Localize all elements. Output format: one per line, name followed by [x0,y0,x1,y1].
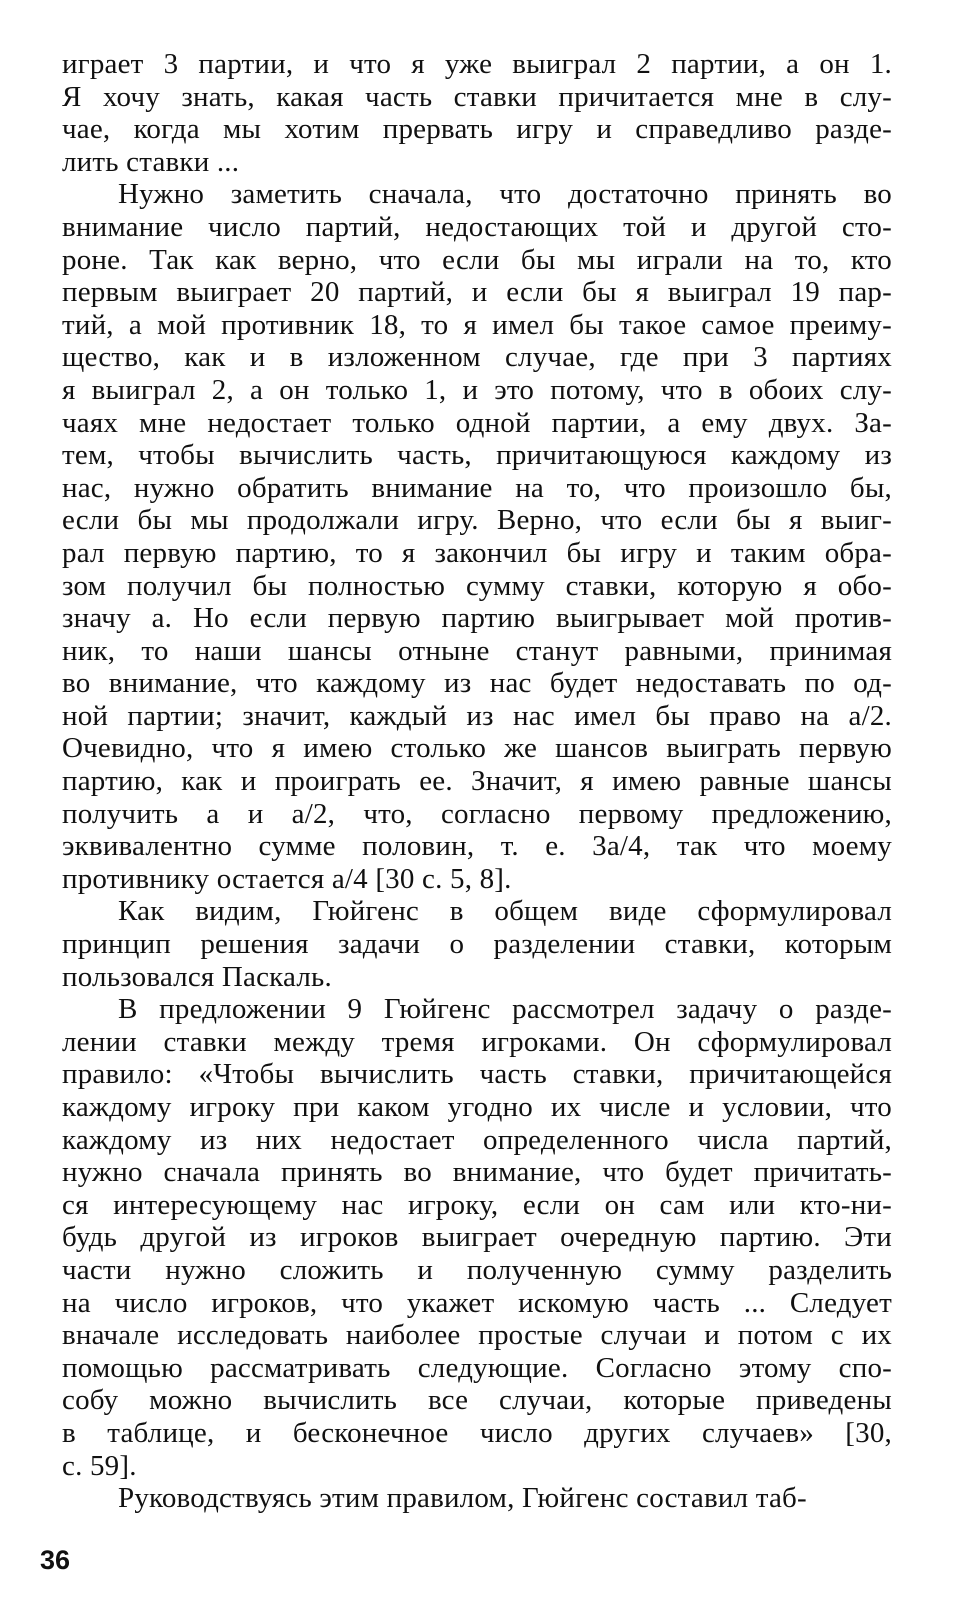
text-line: ной партии; значит, каждый из нас имел бы право на a/2. [62,699,892,732]
text-line: каждому из них недостает определенного числа партий, [62,1123,892,1156]
text-line: если бы мы продолжали игру. Верно, что если бы я выиг- [62,504,892,537]
paragraph [62,178,892,895]
text-line: в таблице, и бесконечное число других случаев» [30, [62,1416,892,1449]
text-line: каждому игроку при каком угодно их числе и условии, что [62,1091,892,1123]
text-line: чаях мне недостает только одной партии, а ему двух. За- [62,406,892,439]
text-line: нужно сначала принять во внимание, что будет причитать- [62,1156,892,1189]
text-line: я выиграл 2, а он только 1, и это потому, что в обоих слу- [62,373,892,406]
text-line: Нужно заметить сначала, что достаточно принять во [118,178,892,211]
text-line: тем, чтобы вычислить часть, причитающуюся каждому из [62,439,892,472]
text-line: чае, когда мы хотим прервать игру и справедливо разде- [62,113,892,146]
text-line: с. 59]. [62,1449,137,1482]
text-line: Как видим, Гюйгенс в общем виде сформулировал [118,895,892,928]
text-line: ся интересующему нас игроку, если он сам или кто-ни- [62,1188,892,1221]
paragraph [62,1482,892,1515]
text-line: Очевидно, что я имею столько же шансов выиграть первую [62,732,892,765]
body-text [62,48,892,1515]
text-line: противнику остается a/4 [30 с. 5, 8]. [62,862,512,895]
text-line: собу можно вычислить все случаи, которые приведены [62,1384,892,1417]
text-line: играет 3 партии, и что я уже выиграл 2 партии, а он 1. [62,48,892,80]
text-line: Я хочу знать, какая часть ставки причитается мне в слу- [62,80,892,113]
text-line: части нужно сложить и полученную сумму разделить [62,1253,892,1286]
text-line: щество, как и в изложенном случае, где при 3 партиях [62,341,892,374]
text-line: эквивалентно сумме половин, т. е. 3a/4, так что моему [62,830,892,863]
text-line: зом получил бы полностью сумму ставки, которую я обо- [62,569,892,602]
text-line: ник, то наши шансы отныне станут равными, принимая [62,634,892,667]
text-line: на число игроков, что укажет искомую часть ... Следует [62,1286,892,1319]
text-line: вначале исследовать наиболее простые случаи и потом с их [62,1319,892,1352]
paragraph [62,993,892,1482]
text-line: лении ставки между тремя игроками. Он сформулировал [62,1025,892,1058]
text-line: получить a и a/2, что, согласно первому предложению, [62,797,892,830]
text-line: правило: «Чтобы вычислить часть ставки, причитающейся [62,1058,892,1091]
paragraph [62,895,892,993]
text-line: внимание число партий, недостающих той и другой сто- [62,210,892,243]
text-line: во внимание, что каждому из нас будет недоставать по од- [62,667,892,700]
text-line: принцип решения задачи о разделении ставки, которым [62,928,892,961]
paragraph [62,48,892,178]
text-line: помощью рассматривать следующие. Согласно этому спо- [62,1351,892,1384]
page-number: 36 [40,1545,71,1575]
text-line: рал первую партию, то я закончил бы игру и таким обра- [62,536,892,569]
text-line: партию, как и проиграть ее. Значит, я имею равные шансы [62,765,892,798]
text-line: В предложении 9 Гюйгенс рассмотрел задачу о разде- [118,993,892,1026]
text-line: значу a. Но если первую партию выигрывает мой против- [62,602,892,635]
text-line: тий, а мой противник 18, то я имел бы такое самое преиму- [62,308,892,341]
text-line: роне. Так как верно, что если бы мы играли на то, кто [62,243,892,276]
text-line: лить ставки ... [62,145,240,178]
text-line: нас, нужно обратить внимание на то, что произошло бы, [62,471,892,504]
text-line: будь другой из игроков выиграет очередную партию. Эти [62,1221,892,1254]
text-line: пользовался Паскаль. [62,960,332,993]
text-line: первым выиграет 20 партий, и если бы я выиграл 19 пар- [62,276,892,309]
text-line: Руководствуясь этим правилом, Гюйгенс составил таб- [118,1482,807,1515]
